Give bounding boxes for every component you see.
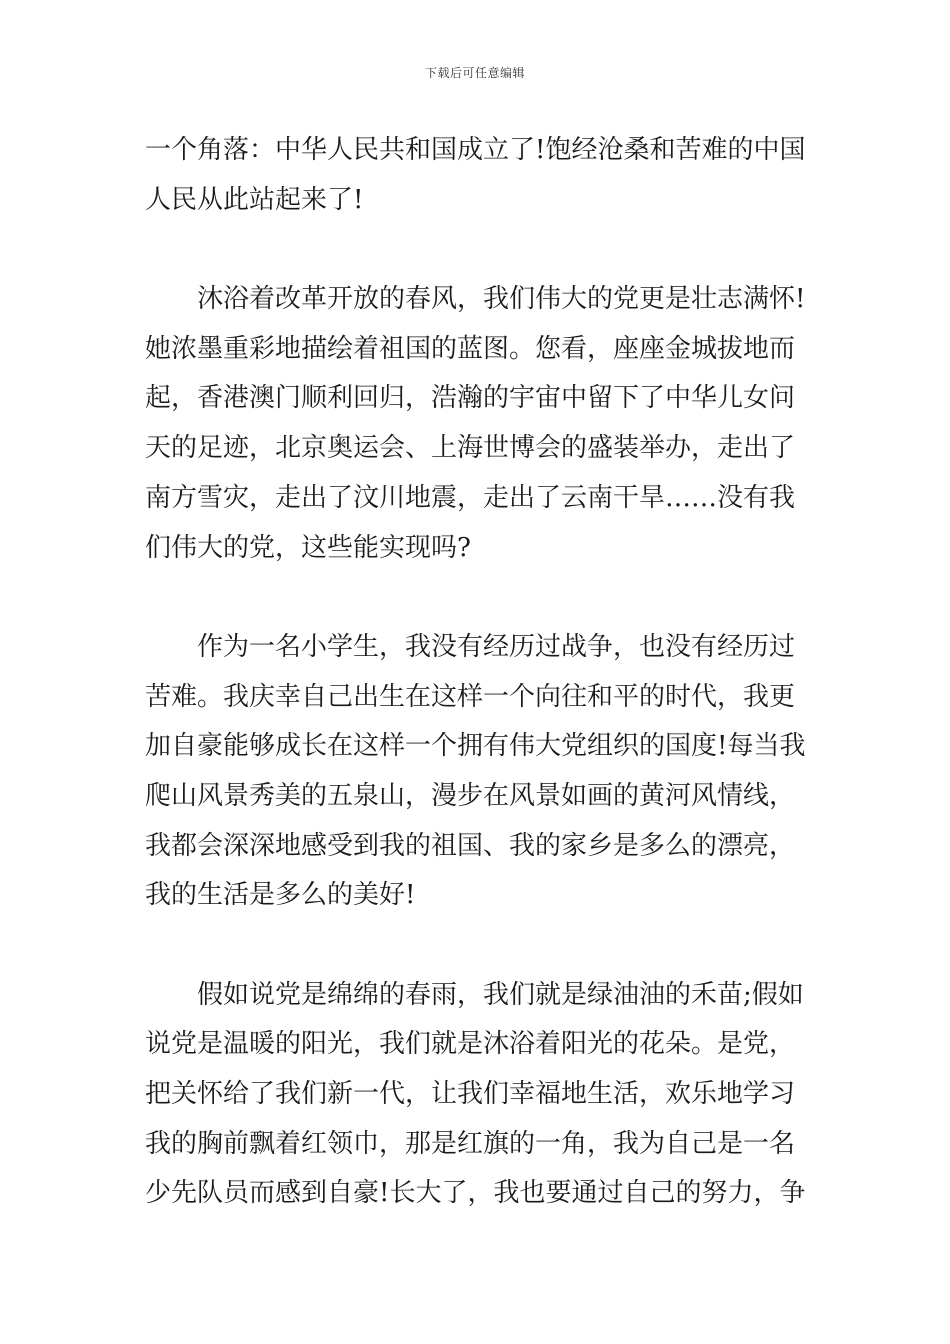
text-line: 沐浴着改革开放的春风，我们伟大的党更是壮志满怀!	[197, 284, 806, 315]
page-header: 下载后可任意编辑	[424, 66, 525, 80]
text-line: 把关怀给了我们新一代，让我们幸福地生活，欢乐地学习	[145, 1079, 796, 1110]
text-line: 天的足迹，北京奥运会、上海世博会的盛装举办，走出了	[145, 433, 796, 464]
paragraph	[145, 275, 810, 573]
text-line: 我都会深深地感受到我的祖国、我的家乡是多么的漂亮，	[145, 830, 796, 861]
paragraph-spacer	[145, 921, 810, 971]
text-line: 假如说党是绵绵的春雨，我们就是绿油油的禾苗;假如	[197, 979, 804, 1010]
text-line: 作为一名小学生，我没有经历过战争，也没有经历过	[197, 631, 796, 662]
text-line: 我的生活是多么的美好!	[145, 880, 416, 911]
text-line: 她浓墨重彩地描绘着祖国的蓝图。您看，座座金城拔地而	[145, 333, 796, 364]
text-line: 们伟大的党，这些能实现吗?	[145, 532, 471, 563]
text-line: 起，香港澳门顺利回归，浩瀚的宇宙中留下了中华儿女问	[145, 383, 796, 414]
document-body	[145, 126, 810, 1219]
paragraph-spacer	[145, 225, 810, 275]
paragraph	[145, 623, 810, 921]
text-line: 南方雪灾，走出了汶川地震，走出了云南干旱……没有我	[145, 482, 796, 513]
text-line: 爬山风景秀美的五泉山，漫步在风景如画的黄河风情线，	[145, 780, 796, 811]
text-line: 我的胸前飘着红领巾，那是红旗的一角，我为自己是一名	[145, 1128, 796, 1159]
text-line: 一个角落：中华人民共和国成立了!饱经沧桑和苦难的中国	[145, 135, 806, 165]
paragraph	[145, 971, 810, 1219]
text-line: 加自豪能够成长在这样一个拥有伟大党组织的国度!每当我	[145, 731, 806, 762]
text-line: 少先队员而感到自豪!长大了，我也要通过自己的努力，争	[145, 1178, 806, 1209]
paragraph-spacer	[145, 573, 810, 623]
text-line: 苦难。我庆幸自己出生在这样一个向往和平的时代，我更	[145, 681, 796, 712]
paragraph	[145, 126, 810, 225]
text-line: 说党是温暖的阳光，我们就是沐浴着阳光的花朵。是党，	[145, 1029, 796, 1060]
text-line: 人民从此站起来了!	[145, 184, 364, 215]
